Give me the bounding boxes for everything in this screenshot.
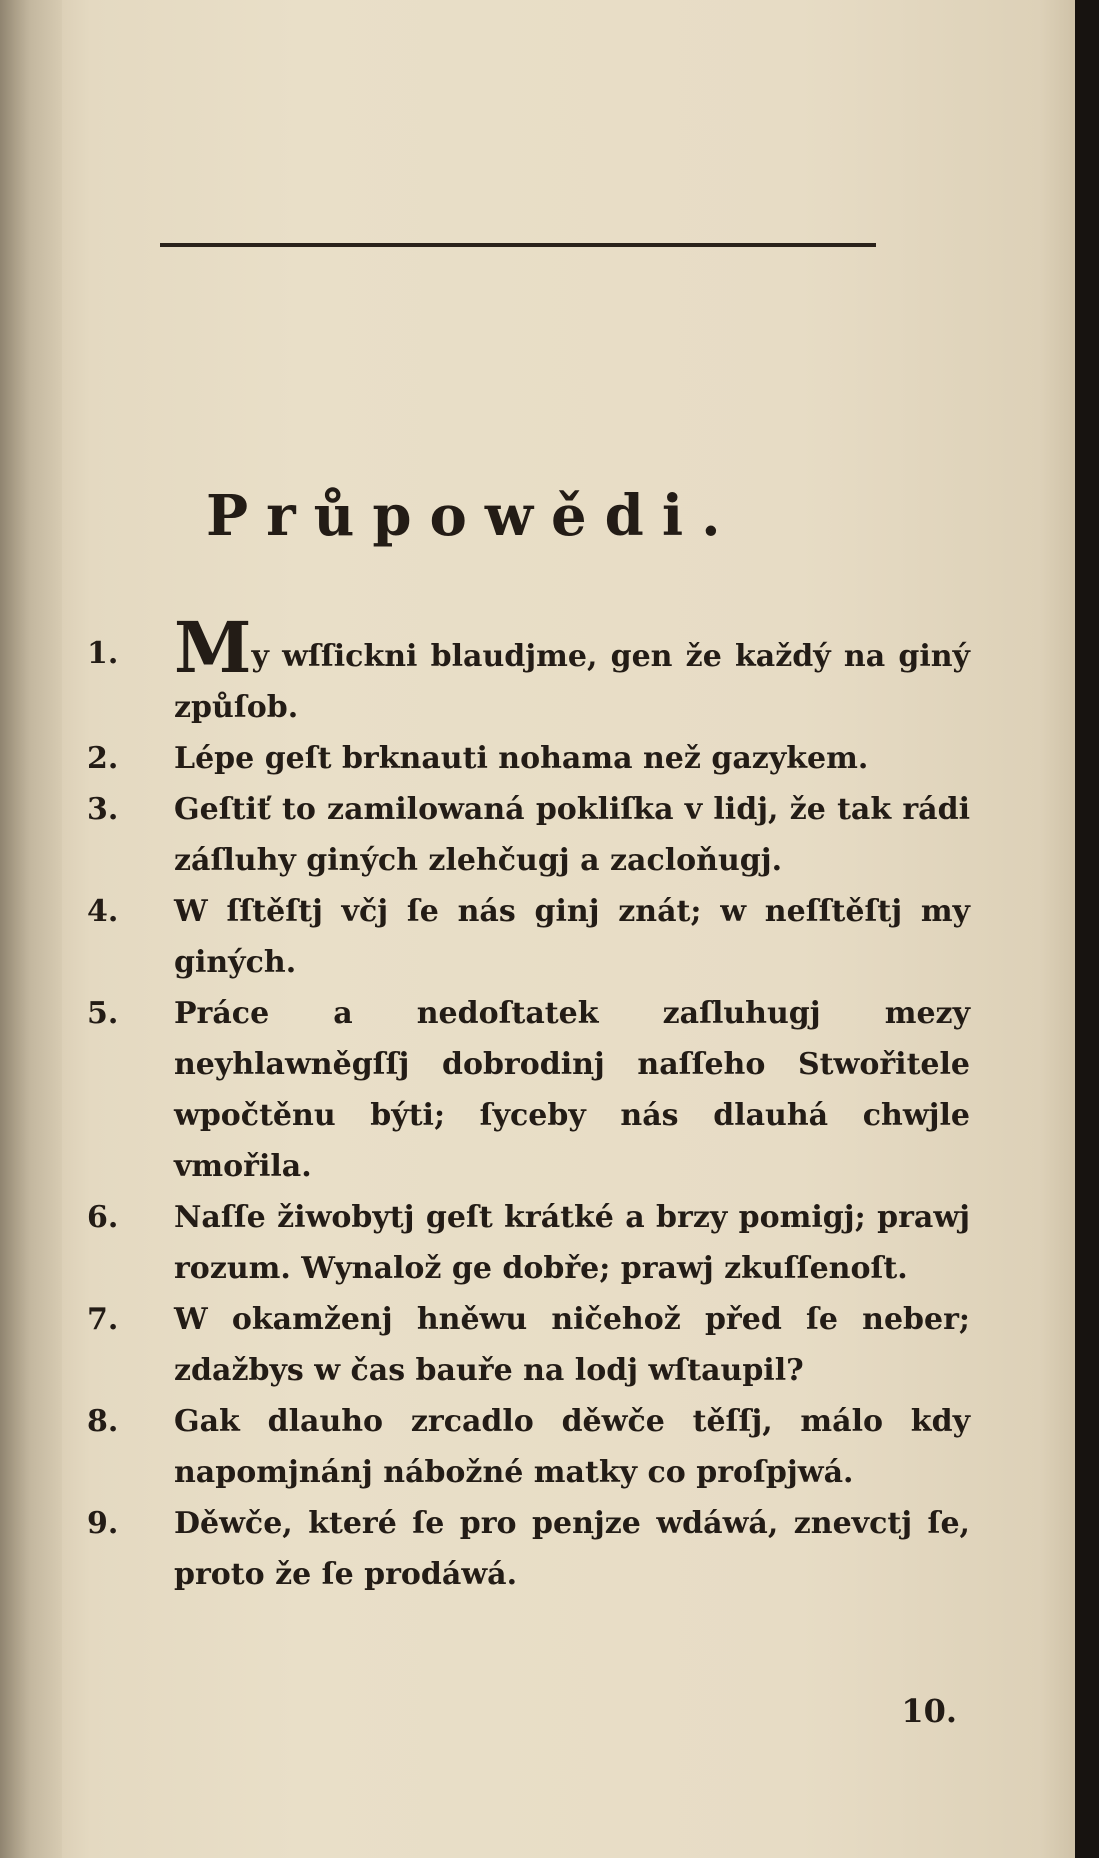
proverb-item: [70, 1498, 970, 1600]
proverb-body: y wſſickni blaudjme, gen že každý na giný způſob.: [174, 639, 970, 725]
proverb-item: [70, 1192, 970, 1294]
proverb-number: 7.: [87, 1302, 119, 1337]
proverb-item: [70, 784, 970, 886]
proverb-number: 9.: [87, 1506, 119, 1541]
proverb-number: 6.: [87, 1200, 119, 1235]
drop-capital: M: [174, 606, 252, 689]
proverb-text: Gak dlauho zrcadlo děwče těſſj, málo kdy napomjnánj nábožné matky co proſpjwá.: [174, 1404, 970, 1490]
proverb-text: W ſſtěſtj včj ſe nás ginj znát; w neſſtěſtj my giných.: [174, 894, 970, 980]
proverb-text: Naſſe žiwobytj geſt krátké a brzy pomigj; prawj rozum. Wynalož ge dobře; prawj zkuſſenoſt.: [174, 1200, 970, 1286]
proverb-text: Geſtiť to zamilowaná pokliſka v lidj, že tak rádi záſluhy giných zlehčugj a zacloňugj.: [174, 792, 970, 878]
proverb-text: [174, 606, 970, 733]
proverb-number: 8.: [87, 1404, 119, 1439]
proverb-number: 3.: [87, 792, 119, 827]
proverb-text: Práce a nedoſtatek zaſluhugj mezy neyhlawněgſſj dobrodinj naſſeho Stwořitele wpočtěnu býti; ſyceby nás dlauhá chwjle vmořila.: [174, 996, 970, 1184]
proverb-text: Děwče, které ſe pro penjze wdáwá, znevctj ſe, proto že ſe prodáwá.: [174, 1506, 970, 1592]
catchword: 10.: [901, 1692, 957, 1730]
proverb-text: Lépe geſt brknauti nohama než gazykem.: [174, 741, 869, 776]
proverb-item: [70, 606, 970, 733]
proverb-text: W okamženj hněwu ničehož před ſe neber; zdažbys w čas bauře na lodj wſtaupil?: [174, 1302, 970, 1388]
book-spine-shadow: [0, 0, 62, 1858]
header-rule: [160, 243, 876, 247]
scan-border: [1075, 0, 1099, 1858]
proverb-list: [70, 606, 970, 1600]
proverb-item: [70, 988, 970, 1192]
proverb-item: [70, 1396, 970, 1498]
proverb-item: [70, 733, 970, 784]
proverb-number: 2.: [87, 741, 119, 776]
page-title: Průpowědi.: [206, 483, 739, 549]
proverb-item: [70, 1294, 970, 1396]
proverb-number: 4.: [87, 894, 119, 929]
proverb-number: 1.: [87, 636, 119, 671]
proverb-item: [70, 886, 970, 988]
proverb-number: 5.: [87, 996, 119, 1031]
